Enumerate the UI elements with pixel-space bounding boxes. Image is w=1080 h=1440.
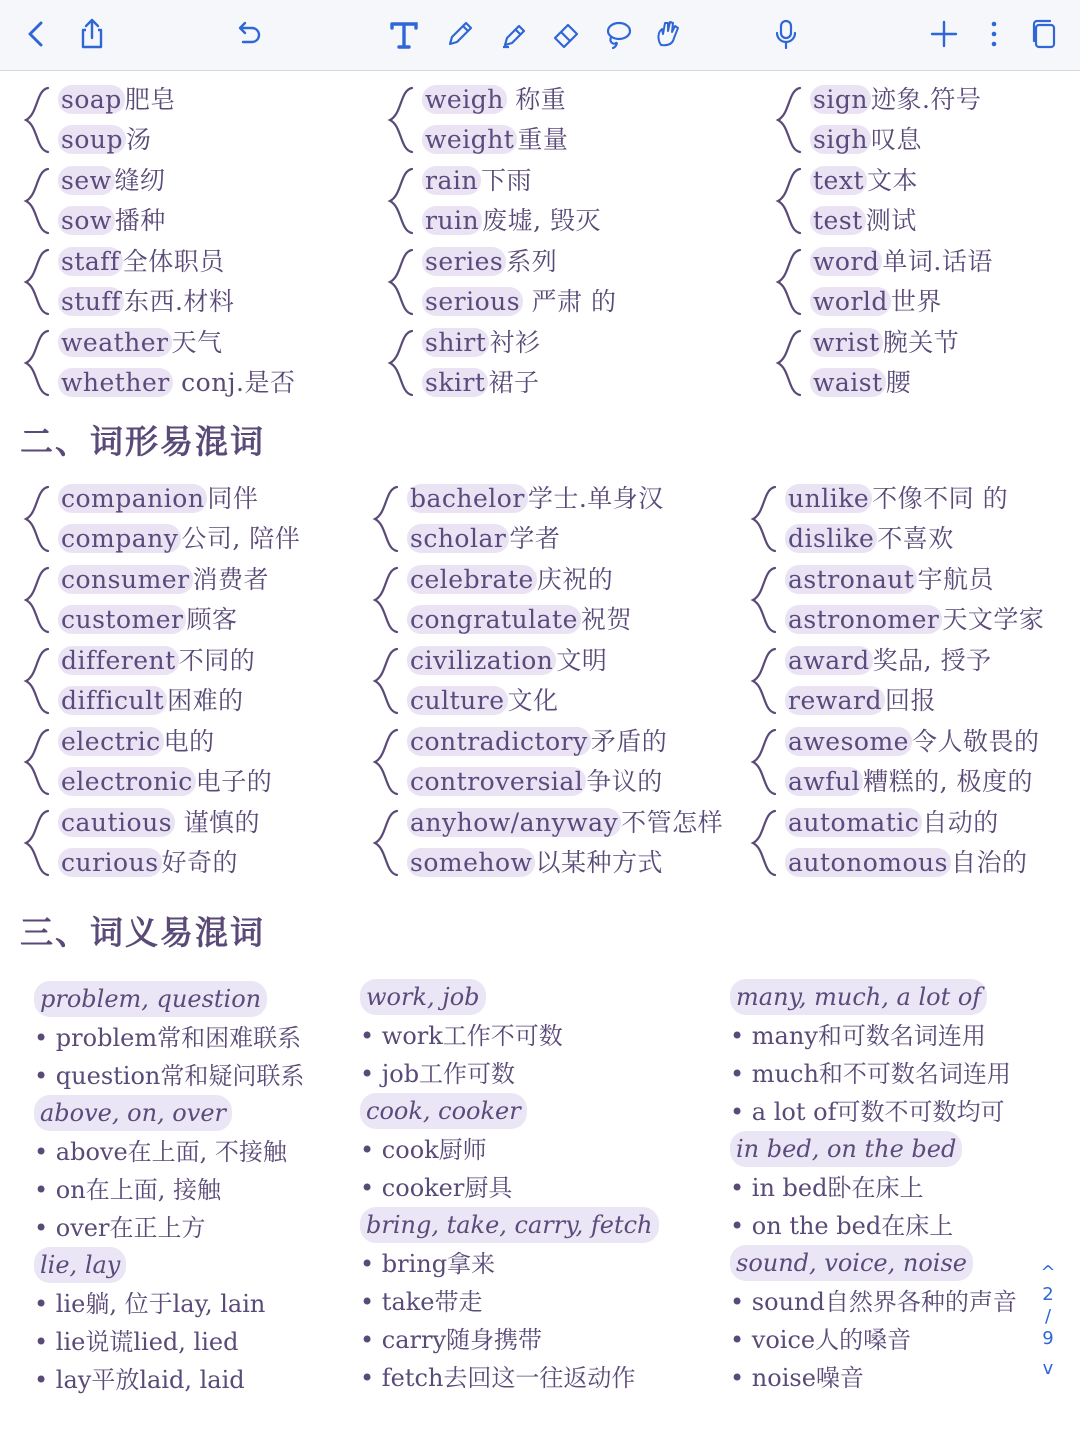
word-pair bbox=[810, 323, 959, 403]
bullet-item: • take带走 bbox=[360, 1283, 659, 1321]
english-word: award bbox=[785, 646, 873, 675]
word-line bbox=[58, 803, 260, 843]
word-line bbox=[58, 600, 269, 640]
word-line bbox=[810, 120, 981, 160]
chinese-meaning: 叹息 bbox=[870, 125, 922, 154]
english-word: awesome bbox=[785, 727, 912, 756]
english-word: dislike bbox=[785, 524, 877, 553]
chinese-meaning: 争议的 bbox=[586, 767, 663, 796]
word-line bbox=[58, 242, 234, 282]
english-word: reward bbox=[785, 686, 885, 715]
bullet-item: • over在正上方 bbox=[34, 1209, 304, 1247]
brace-icon bbox=[22, 645, 52, 717]
word-pair bbox=[407, 722, 667, 802]
chinese-meaning: 称重 bbox=[506, 85, 567, 114]
brace-icon bbox=[22, 807, 52, 879]
note-page[interactable] bbox=[0, 71, 1080, 1440]
word-line bbox=[58, 843, 260, 883]
bullet-item: • bring拿来 bbox=[360, 1245, 659, 1283]
chinese-meaning: 祝贺 bbox=[580, 605, 632, 634]
chinese-meaning: 不管怎样 bbox=[621, 808, 724, 837]
bullet-item: • many和可数名词连用 bbox=[730, 1017, 1017, 1055]
word-line bbox=[785, 519, 1008, 559]
chinese-meaning: 测试 bbox=[865, 206, 917, 235]
word-line bbox=[422, 363, 540, 403]
bullet-item: • question常和疑问联系 bbox=[34, 1057, 304, 1095]
back-chevron-icon[interactable] bbox=[14, 12, 58, 56]
english-word: sigh bbox=[810, 125, 871, 154]
word-line bbox=[810, 242, 993, 282]
bullet-item: • noise噪音 bbox=[730, 1359, 1017, 1397]
word-line bbox=[810, 201, 918, 241]
chinese-meaning: 学士.单身汉 bbox=[527, 484, 664, 513]
word-pair bbox=[407, 803, 723, 883]
word-line bbox=[422, 323, 540, 363]
word-pair bbox=[58, 242, 234, 322]
chinese-meaning: 电子的 bbox=[195, 767, 273, 796]
brace-icon bbox=[22, 327, 52, 399]
bullet-item: • on the bed在床上 bbox=[730, 1207, 1017, 1245]
section-title: 二、词形易混词 bbox=[20, 422, 265, 461]
word-pair bbox=[785, 641, 992, 721]
word-line bbox=[785, 479, 1008, 519]
word-line bbox=[58, 161, 166, 201]
page-down-chevron-icon[interactable]: v bbox=[1042, 1358, 1054, 1379]
chinese-meaning: conj.是否 bbox=[172, 368, 296, 397]
word-line bbox=[407, 722, 667, 762]
english-word: autonomous bbox=[785, 848, 951, 877]
brace-icon bbox=[371, 726, 401, 798]
english-word: whether bbox=[58, 368, 173, 397]
chinese-meaning: 世界 bbox=[890, 287, 942, 316]
brace-icon bbox=[371, 564, 401, 636]
chinese-meaning: 严肃 的 bbox=[523, 287, 617, 316]
bullet-item: • voice人的嗓音 bbox=[730, 1321, 1017, 1359]
english-word: consumer bbox=[58, 565, 193, 594]
word-line bbox=[422, 120, 568, 160]
word-line bbox=[407, 762, 667, 802]
english-word: ruin bbox=[422, 206, 482, 235]
word-line bbox=[810, 282, 993, 322]
english-word: word bbox=[810, 247, 882, 276]
bullet-item: • in bed卧在床上 bbox=[730, 1169, 1017, 1207]
word-line bbox=[785, 600, 1044, 640]
brace-icon bbox=[22, 483, 52, 555]
word-line bbox=[785, 560, 1044, 600]
english-word: astronaut bbox=[785, 565, 917, 594]
chinese-meaning: 令人敬畏的 bbox=[911, 727, 1040, 756]
eraser-icon[interactable] bbox=[544, 12, 588, 56]
bullet-item: • much和不可数名词连用 bbox=[730, 1055, 1017, 1093]
page-indicator bbox=[1030, 1262, 1066, 1380]
bullet-item: • carry随身携带 bbox=[360, 1321, 659, 1359]
group-heading: work, job bbox=[360, 979, 486, 1015]
word-pair bbox=[58, 323, 296, 403]
english-word: serious bbox=[422, 287, 523, 316]
brace-icon bbox=[774, 327, 804, 399]
bullet-item: • on在上面, 接触 bbox=[34, 1171, 304, 1209]
word-pair bbox=[422, 161, 601, 241]
brace-icon bbox=[371, 483, 401, 555]
chinese-meaning: 电的 bbox=[163, 727, 215, 756]
chinese-meaning: 宇航员 bbox=[917, 565, 994, 594]
group-heading: above, on, over bbox=[34, 1095, 232, 1131]
word-line bbox=[407, 641, 607, 681]
chinese-meaning: 废墟, 毁灭 bbox=[482, 206, 602, 235]
bullet-item: • lie躺, 位于lay, lain bbox=[34, 1285, 304, 1323]
bullet-item: • fetch去回这一往返动作 bbox=[360, 1359, 659, 1397]
bullet-item: • sound自然界各种的声音 bbox=[730, 1283, 1017, 1321]
chinese-meaning: 以某种方式 bbox=[535, 848, 663, 877]
english-word: weather bbox=[58, 328, 172, 357]
word-line bbox=[407, 560, 632, 600]
word-line bbox=[407, 519, 664, 559]
word-line bbox=[58, 722, 272, 762]
chinese-meaning: 顾客 bbox=[186, 605, 238, 634]
word-pair bbox=[407, 560, 632, 640]
bullet-item: • lie说谎lied, lied bbox=[34, 1323, 304, 1361]
chinese-meaning: 下雨 bbox=[480, 166, 532, 195]
english-word: anyhow/anyway bbox=[407, 808, 621, 837]
chinese-meaning: 庆祝的 bbox=[536, 565, 614, 594]
word-pair bbox=[407, 479, 664, 559]
meaning-group-column bbox=[730, 979, 1017, 1397]
word-pair bbox=[58, 479, 300, 559]
english-word: controversial bbox=[407, 767, 586, 796]
brace-icon bbox=[774, 84, 804, 156]
english-word: world bbox=[810, 287, 891, 316]
brace-icon bbox=[749, 726, 779, 798]
meaning-group-column bbox=[34, 981, 304, 1399]
english-word: staff bbox=[58, 247, 123, 276]
word-pair bbox=[785, 479, 1008, 559]
word-line bbox=[422, 282, 616, 322]
chinese-meaning: 不同的 bbox=[178, 646, 256, 675]
chinese-meaning: 学者 bbox=[509, 524, 561, 553]
word-line bbox=[58, 120, 176, 160]
chinese-meaning: 回报 bbox=[885, 686, 937, 715]
brace-icon bbox=[749, 483, 779, 555]
word-line bbox=[58, 201, 166, 241]
word-pair bbox=[58, 722, 272, 802]
brace-icon bbox=[386, 246, 416, 318]
chinese-meaning: 奖品, 授予 bbox=[872, 646, 992, 675]
chinese-meaning: 衬衫 bbox=[489, 328, 541, 357]
word-line bbox=[422, 201, 601, 241]
chinese-meaning: 全体职员 bbox=[122, 247, 225, 276]
word-line bbox=[422, 242, 616, 282]
hand-draw-icon[interactable] bbox=[646, 12, 690, 56]
english-word: civilization bbox=[407, 646, 556, 675]
word-line bbox=[407, 600, 632, 640]
brace-icon bbox=[22, 165, 52, 237]
english-word: companion bbox=[58, 484, 207, 513]
word-line bbox=[810, 80, 981, 120]
word-pair bbox=[422, 242, 616, 322]
english-word: skirt bbox=[422, 368, 488, 397]
word-pair bbox=[785, 722, 1040, 802]
word-line bbox=[785, 681, 992, 721]
more-icon[interactable] bbox=[972, 12, 1016, 56]
brace-icon bbox=[386, 84, 416, 156]
word-pair bbox=[810, 161, 918, 241]
word-pair bbox=[58, 560, 269, 640]
chinese-meaning: 汤 bbox=[126, 125, 152, 154]
english-word: rain bbox=[422, 166, 481, 195]
english-word: company bbox=[58, 524, 181, 553]
word-pair bbox=[407, 641, 607, 721]
group-heading: in bed, on the bed bbox=[730, 1131, 962, 1167]
chinese-meaning: 腰 bbox=[885, 368, 912, 397]
english-word: unlike bbox=[785, 484, 872, 513]
chinese-meaning: 迹象.符号 bbox=[870, 85, 982, 114]
english-word: series bbox=[422, 247, 506, 276]
lasso-icon[interactable] bbox=[596, 12, 640, 56]
word-line bbox=[810, 323, 959, 363]
word-pair bbox=[58, 80, 176, 160]
chinese-meaning: 自治的 bbox=[950, 848, 1028, 877]
word-pair bbox=[58, 641, 255, 721]
group-heading: bring, take, carry, fetch bbox=[360, 1207, 659, 1243]
bullet-item: • above在上面, 不接触 bbox=[34, 1133, 304, 1171]
word-line bbox=[785, 722, 1040, 762]
bullet-item: • problem常和困难联系 bbox=[34, 1019, 304, 1057]
current-page-number: 2 bbox=[1042, 1284, 1054, 1305]
english-word: bachelor bbox=[407, 484, 528, 513]
word-pair bbox=[785, 560, 1044, 640]
english-word: electric bbox=[58, 727, 164, 756]
english-word: stuff bbox=[58, 287, 124, 316]
word-line bbox=[58, 762, 272, 802]
english-word: sow bbox=[58, 206, 115, 235]
group-heading: cook, cooker bbox=[360, 1093, 527, 1129]
chinese-meaning: 消费者 bbox=[192, 565, 270, 594]
chinese-meaning: 矛盾的 bbox=[590, 727, 668, 756]
group-heading: many, much, a lot of bbox=[730, 979, 987, 1015]
text-tool-icon[interactable] bbox=[382, 12, 426, 56]
word-line bbox=[58, 519, 300, 559]
word-pair bbox=[810, 242, 993, 322]
english-word: culture bbox=[407, 686, 508, 715]
group-heading: problem, question bbox=[34, 981, 267, 1017]
word-pair bbox=[422, 80, 568, 160]
bullet-item: • job工作可数 bbox=[360, 1055, 659, 1093]
english-word: awful bbox=[785, 767, 863, 796]
brace-icon bbox=[22, 726, 52, 798]
highlighter-icon[interactable] bbox=[492, 12, 536, 56]
word-line bbox=[422, 80, 568, 120]
word-line bbox=[810, 363, 959, 403]
word-line bbox=[58, 363, 296, 403]
total-page-count: 9 bbox=[1042, 1328, 1054, 1349]
english-word: different bbox=[58, 646, 179, 675]
bullet-item: • cooker厨具 bbox=[360, 1169, 659, 1207]
english-word: weigh bbox=[422, 85, 507, 114]
share-icon[interactable] bbox=[70, 12, 114, 56]
brace-icon bbox=[386, 165, 416, 237]
chinese-meaning: 播种 bbox=[114, 206, 166, 235]
word-line bbox=[785, 803, 1027, 843]
word-line bbox=[58, 479, 300, 519]
english-word: somehow bbox=[407, 848, 535, 877]
brace-icon bbox=[22, 564, 52, 636]
brace-icon bbox=[749, 564, 779, 636]
word-line bbox=[407, 479, 664, 519]
chinese-meaning: 谨慎的 bbox=[175, 808, 260, 837]
word-line bbox=[785, 641, 992, 681]
chinese-meaning: 困难的 bbox=[167, 686, 244, 715]
brace-icon bbox=[749, 645, 779, 717]
english-word: curious bbox=[58, 848, 162, 877]
english-word: electronic bbox=[58, 767, 196, 796]
english-word: weight bbox=[422, 125, 517, 154]
word-line bbox=[785, 762, 1040, 802]
brace-icon bbox=[774, 165, 804, 237]
chinese-meaning: 重量 bbox=[517, 125, 569, 154]
word-line bbox=[407, 843, 723, 883]
toolbar bbox=[0, 0, 1080, 71]
english-word: text bbox=[810, 166, 867, 195]
english-word: difficult bbox=[58, 686, 167, 715]
page-separator: / bbox=[1044, 1306, 1052, 1327]
english-word: waist bbox=[810, 368, 886, 397]
plus-icon[interactable] bbox=[922, 12, 966, 56]
word-pair bbox=[785, 803, 1027, 883]
english-word: test bbox=[810, 206, 866, 235]
english-word: cautious bbox=[58, 808, 175, 837]
bullet-item: • a lot of可数不可数均可 bbox=[730, 1093, 1017, 1131]
chinese-meaning: 同伴 bbox=[207, 484, 259, 513]
brace-icon bbox=[22, 246, 52, 318]
english-word: congratulate bbox=[407, 605, 581, 634]
english-word: soap bbox=[58, 85, 125, 114]
meaning-group-column bbox=[360, 979, 659, 1397]
english-word: celebrate bbox=[407, 565, 537, 594]
brace-icon bbox=[22, 84, 52, 156]
chinese-meaning: 自动的 bbox=[922, 808, 999, 837]
chinese-meaning: 公司, 陪伴 bbox=[181, 524, 301, 553]
english-word: customer bbox=[58, 605, 186, 634]
word-line bbox=[810, 161, 918, 201]
page-up-chevron-icon[interactable]: ^ bbox=[1040, 1262, 1056, 1283]
chinese-meaning: 文化 bbox=[507, 686, 559, 715]
bullet-item: • cook厨师 bbox=[360, 1131, 659, 1169]
chinese-meaning: 裙子 bbox=[488, 368, 540, 397]
word-line bbox=[58, 282, 234, 322]
word-line bbox=[407, 803, 723, 843]
chinese-meaning: 天气 bbox=[171, 328, 223, 357]
chinese-meaning: 肥皂 bbox=[124, 85, 176, 114]
brace-icon bbox=[749, 807, 779, 879]
chinese-meaning: 文明 bbox=[556, 646, 608, 675]
group-heading: sound, voice, noise bbox=[730, 1245, 973, 1281]
chinese-meaning: 腕关节 bbox=[882, 328, 960, 357]
english-word: contradictory bbox=[407, 727, 591, 756]
word-line bbox=[58, 80, 176, 120]
word-pair bbox=[58, 803, 260, 883]
chinese-meaning: 不像不同 的 bbox=[872, 484, 1009, 513]
word-pair bbox=[422, 323, 540, 403]
word-line bbox=[58, 323, 296, 363]
chinese-meaning: 天文学家 bbox=[942, 605, 1045, 634]
word-pair bbox=[810, 80, 981, 160]
word-line bbox=[785, 843, 1027, 883]
group-heading: lie, lay bbox=[34, 1247, 126, 1283]
chinese-meaning: 糟糕的, 极度的 bbox=[863, 767, 1034, 796]
bullet-item: • lay平放laid, laid bbox=[34, 1361, 304, 1399]
chinese-meaning: 单词.话语 bbox=[882, 247, 993, 276]
english-word: sew bbox=[58, 166, 115, 195]
pen-icon[interactable] bbox=[438, 12, 482, 56]
word-line bbox=[407, 681, 607, 721]
section-title: 三、词义易混词 bbox=[20, 913, 265, 952]
chinese-meaning: 好奇的 bbox=[161, 848, 239, 877]
chinese-meaning: 系列 bbox=[506, 247, 558, 276]
chinese-meaning: 缝纫 bbox=[114, 166, 166, 195]
english-word: astronomer bbox=[785, 605, 942, 634]
pages-icon[interactable] bbox=[1022, 12, 1066, 56]
english-word: shirt bbox=[422, 328, 489, 357]
word-pair bbox=[58, 161, 166, 241]
undo-icon[interactable] bbox=[226, 12, 270, 56]
brace-icon bbox=[371, 807, 401, 879]
english-word: automatic bbox=[785, 808, 922, 837]
english-word: sign bbox=[810, 85, 871, 114]
brace-icon bbox=[386, 327, 416, 399]
word-line bbox=[58, 681, 255, 721]
english-word: soup bbox=[58, 125, 126, 154]
english-word: scholar bbox=[407, 524, 509, 553]
word-line bbox=[422, 161, 601, 201]
chinese-meaning: 文本 bbox=[867, 166, 919, 195]
bullet-item: • work工作不可数 bbox=[360, 1017, 659, 1055]
microphone-icon[interactable] bbox=[764, 12, 808, 56]
chinese-meaning: 不喜欢 bbox=[877, 524, 954, 553]
brace-icon bbox=[371, 645, 401, 717]
brace-icon bbox=[774, 246, 804, 318]
chinese-meaning: 东西.材料 bbox=[123, 287, 235, 316]
english-word: wrist bbox=[810, 328, 883, 357]
word-line bbox=[58, 641, 255, 681]
word-line bbox=[58, 560, 269, 600]
